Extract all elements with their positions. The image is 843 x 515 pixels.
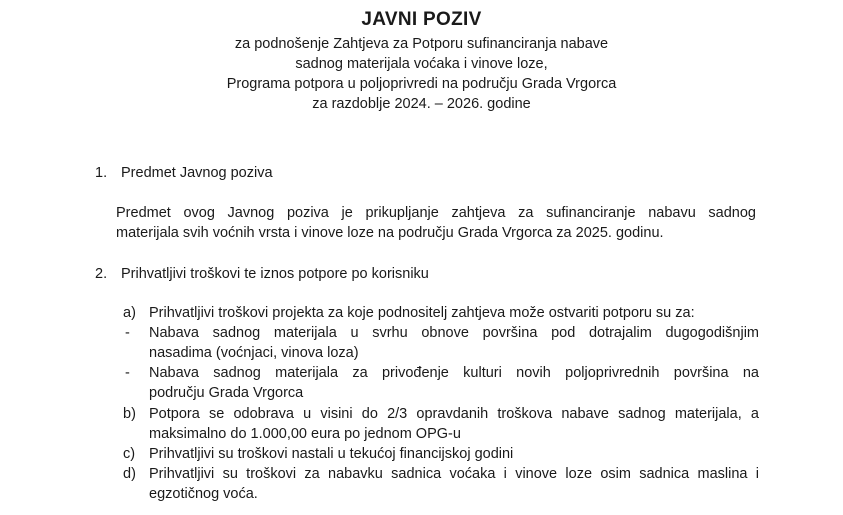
list-item-marker: d): [123, 466, 136, 482]
list-item-line: području Grada Vrgorca: [149, 385, 304, 401]
section-2-number: 2.: [95, 266, 108, 282]
list-item-line: maksimalno do 1.000,00 eura po jednom OPG-u: [149, 426, 461, 442]
list-item-marker: -: [125, 325, 130, 341]
section-1-paragraph-line-2: materijala svih voćnih vrsta i vinove loze na području Grada Vrgorca za 2025. godinu.: [116, 225, 664, 241]
subtitle-line-3: Programa potpora u poljoprivredi na području Grada Vrgorca: [226, 76, 617, 92]
subtitle-line-4: za razdoblje 2024. – 2026. godine: [312, 96, 531, 112]
list-item-marker: b): [123, 406, 136, 422]
page-title: JAVNI POZIV: [361, 9, 482, 30]
subtitle-line-1: za podnošenje Zahtjeva za Potporu sufinanciranja nabave: [234, 36, 609, 52]
list-item-marker: c): [123, 446, 136, 462]
list-item-line: Prihvatljivi su troškovi nastali u tekućoj financijskoj godini: [149, 446, 514, 462]
list-item-marker: a): [123, 305, 136, 321]
list-item-marker: -: [125, 365, 130, 381]
section-1-number: 1.: [95, 165, 108, 181]
list-item-line: Nabava sadnog materijala za privođenje kulturi novih poljoprivrednih površina na: [149, 365, 759, 381]
list-item-line: egzotičnog voća.: [149, 486, 258, 502]
section-1-paragraph-line-1: Predmet ovog Javnog poziva je prikupljanje zahtjeva za sufinanciranje nabavu sadnog: [116, 205, 756, 221]
section-2-heading: Prihvatljivi troškovi te iznos potpore po korisniku: [121, 266, 429, 282]
list-item-line: Nabava sadnog materijala u svrhu obnove površina pod dotrajalim dugogodišnjim: [149, 325, 759, 341]
list-item-line: Prihvatljivi troškovi projekta za koje podnositelj zahtjeva može ostvariti potporu su za:: [149, 305, 695, 321]
list-item-line: Potpora se odobrava u visini do 2/3 opravdanih troškova nabave sadnog materijala, a: [149, 406, 759, 422]
list-item-line: Prihvatljivi su troškovi za nabavku sadnica voćaka i vinove loze osim sadnica maslina i: [149, 466, 759, 482]
section-1-heading: Predmet Javnog poziva: [121, 165, 273, 181]
document-header: [0, 9, 843, 114]
subtitle-line-2: sadnog materijala voćaka i vinove loze,: [295, 56, 548, 72]
list-item-line: nasadima (voćnjaci, vinova loza): [149, 345, 359, 361]
